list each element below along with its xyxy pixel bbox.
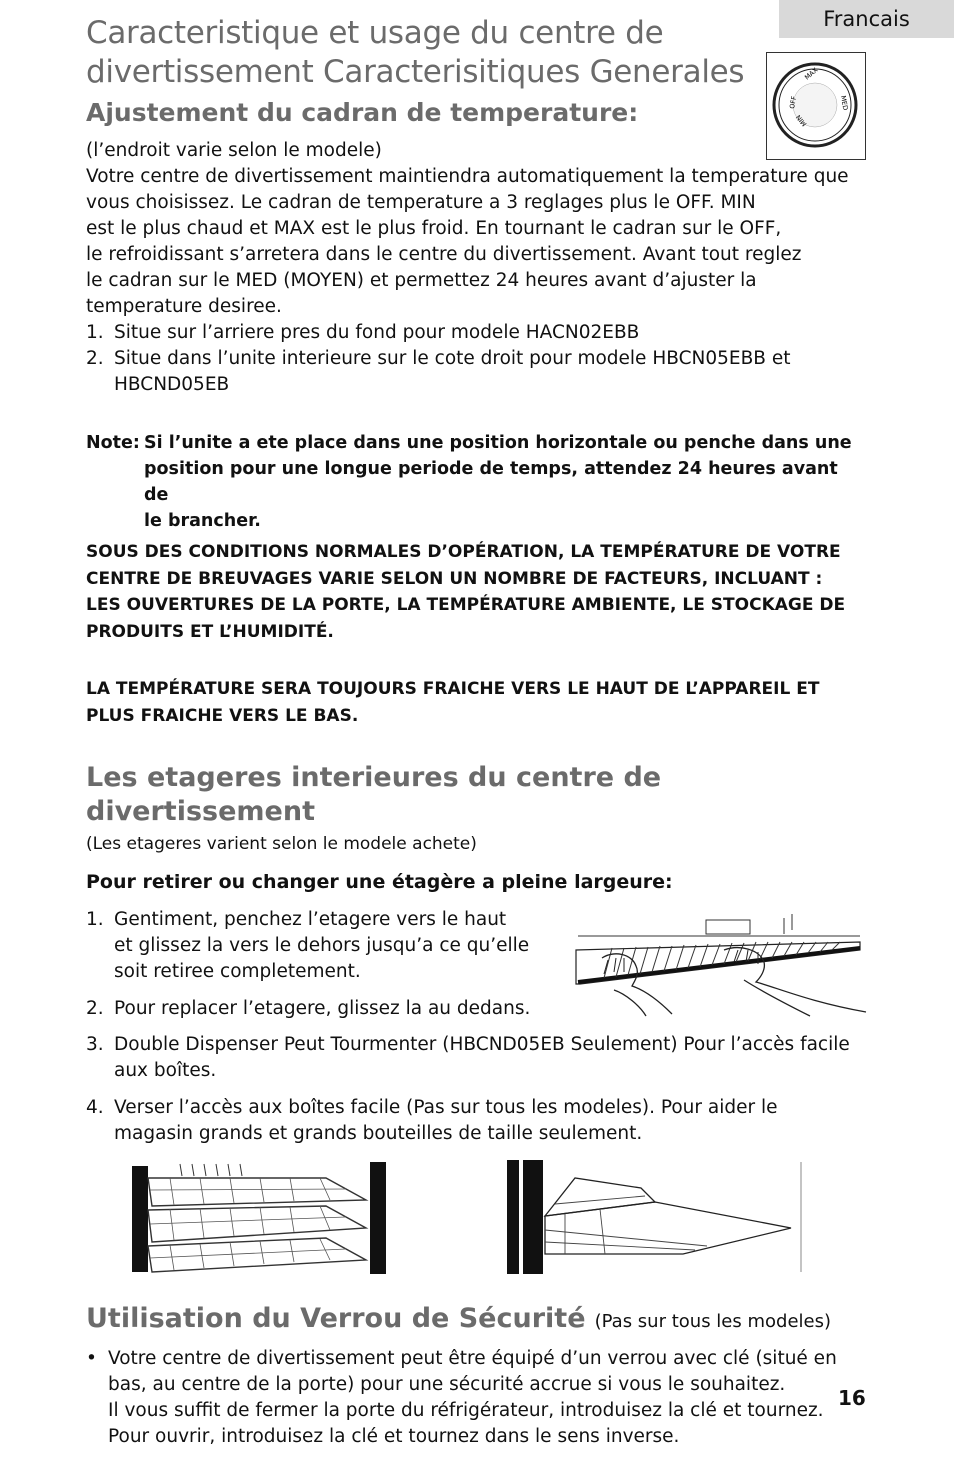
- title-line-1: Caracteristique et usage du centre de: [86, 15, 664, 51]
- text-line: position pour une longue periode de temps, attendez 24 heures avant de: [144, 459, 838, 505]
- operating-conditions-notice: [86, 539, 886, 645]
- list-number: 2.: [86, 998, 104, 1019]
- list-item: [86, 320, 866, 346]
- list-item: [86, 996, 586, 1022]
- text-line: vous choisissez. Le cadran de temperature a 3 reglages plus le OFF. MIN: [86, 192, 756, 213]
- text-line: bas, au centre de la porte) pour une sécurité accrue si vous le souhaitez.: [108, 1374, 786, 1395]
- text-line: PLUS FRAICHE VERS LE BAS.: [86, 705, 359, 726]
- shelves-subheading: Pour retirer ou changer une étagère a pleine largeure:: [86, 871, 673, 893]
- dial-description: [86, 164, 866, 320]
- text-line: le refroidissant s’arretera dans le centre du divertissement. Avant tout reglez: [86, 244, 802, 265]
- list-number: 3.: [86, 1034, 104, 1055]
- page-title: [86, 14, 766, 92]
- text-line: Gentiment, penchez l’etagere vers le haut: [114, 909, 507, 930]
- text-line: Double Dispenser Peut Tourmenter (HBCND05EB Seulement) Pour l’accès facile: [114, 1034, 850, 1055]
- text-line: magasin grands et grands bouteilles de taille seulement.: [114, 1123, 643, 1144]
- text-line: soit retiree completement.: [114, 961, 361, 982]
- flat-shelf-illustration: [505, 1158, 805, 1276]
- text-line: Il vous suffit de fermer la porte du réfrigérateur, introduisez la clé et tournez.: [108, 1400, 824, 1421]
- lock-heading-text: Utilisation du Verrou de Sécurité: [86, 1303, 586, 1334]
- text-line: Si l’unite a ete place dans une position horizontale ou penche dans une: [144, 433, 852, 453]
- text-line: Situe dans l’unite interieure sur le cote droit pour modele HBCN05EBB et: [114, 348, 791, 369]
- text-line: Votre centre de divertissement maintiendra automatiquement la temperature que: [86, 166, 849, 187]
- shelf-removal-illustration: [574, 910, 870, 1018]
- list-item: [86, 346, 866, 398]
- text-line: temperature desiree.: [86, 296, 282, 317]
- lock-description: [86, 1346, 856, 1454]
- text-line: Pour ouvrir, introduisez la clé et tournez dans le sens inverse.: [108, 1426, 680, 1447]
- bullet-icon: •: [86, 1348, 97, 1369]
- dial-max-label: MAX: [803, 66, 820, 82]
- dial-min-label: MIN: [794, 113, 809, 128]
- dial-subnote: (l’endroit varie selon le modele): [86, 140, 382, 161]
- dial-section-heading: Ajustement du cadran de temperature:: [86, 98, 639, 127]
- dial-off-label: OFF: [788, 95, 799, 110]
- note-label: Note:: [86, 433, 140, 453]
- text-line: aux boîtes.: [114, 1060, 217, 1081]
- text-line: HBCND05EB: [114, 374, 230, 395]
- text-line: Verser l’accès aux boîtes facile (Pas sur tous les modeles). Pour aider le: [114, 1097, 778, 1118]
- heading-line: divertissement: [86, 796, 315, 827]
- list-text: Pour replacer l’etagere, glissez la au dedans.: [114, 998, 531, 1019]
- lock-heading-note: (Pas sur tous les modeles): [594, 1311, 831, 1332]
- note-text: [144, 430, 864, 534]
- list-number: 4.: [86, 1097, 104, 1118]
- page-number: 16: [838, 1386, 866, 1410]
- list-item: [86, 1095, 866, 1147]
- list-text: [114, 1095, 866, 1147]
- text-line: Votre centre de divertissement peut être équipé d’un verrou avec clé (situé en: [108, 1348, 837, 1369]
- text-line: PRODUITS ET L’HUMIDITÉ.: [86, 621, 334, 642]
- list-text: [114, 1032, 866, 1084]
- list-text: [114, 907, 546, 985]
- list-text: [114, 346, 866, 398]
- lock-text: [108, 1346, 856, 1450]
- list-item: [86, 1032, 866, 1084]
- dial-med-label: MED: [839, 94, 850, 111]
- text-line: le cadran sur le MED (MOYEN) et permettez 24 heures avant d’ajuster la: [86, 270, 757, 291]
- temperature-notice: [86, 676, 886, 729]
- list-number: 1.: [86, 909, 104, 930]
- shelves-subnote: (Les etageres varient selon le modele achete): [86, 834, 477, 854]
- text-line: et glissez la vers le dehors jusqu’a ce qu’elle: [114, 935, 530, 956]
- wire-rack-illustration: [130, 1160, 390, 1276]
- heading-line: Les etageres interieures du centre de: [86, 762, 662, 793]
- note-block: [86, 430, 866, 531]
- text-line: est le plus chaud et MAX est le plus froid. En tournant le cadran sur le OFF,: [86, 218, 782, 239]
- shelves-section-heading: [86, 761, 786, 829]
- text-line: LA TEMPÉRATURE SERA TOUJOURS FRAICHE VERS LE HAUT DE L’APPAREIL ET: [86, 679, 820, 699]
- list-item: [86, 907, 546, 985]
- title-line-2: divertissement Caracterisitiques Generales: [86, 54, 745, 90]
- list-text: Situe sur l’arriere pres du fond pour modele HACN02EBB: [114, 322, 640, 343]
- list-number: 1.: [86, 322, 104, 343]
- text-line: SOUS DES CONDITIONS NORMALES D’OPÉRATION, LA TEMPÉRATURE DE VOTRE: [86, 542, 841, 562]
- lock-section-heading: [86, 1300, 831, 1341]
- text-line: le brancher.: [144, 511, 261, 531]
- text-line: LES OUVERTURES DE LA PORTE, LA TEMPÉRATURE AMBIENTE, LE STOCKAGE DE: [86, 595, 846, 615]
- text-line: CENTRE DE BREUVAGES VARIE SELON UN NOMBRE DE FACTEURS, INCLUANT :: [86, 568, 823, 589]
- language-tab: Francais: [779, 0, 954, 38]
- list-number: 2.: [86, 348, 104, 369]
